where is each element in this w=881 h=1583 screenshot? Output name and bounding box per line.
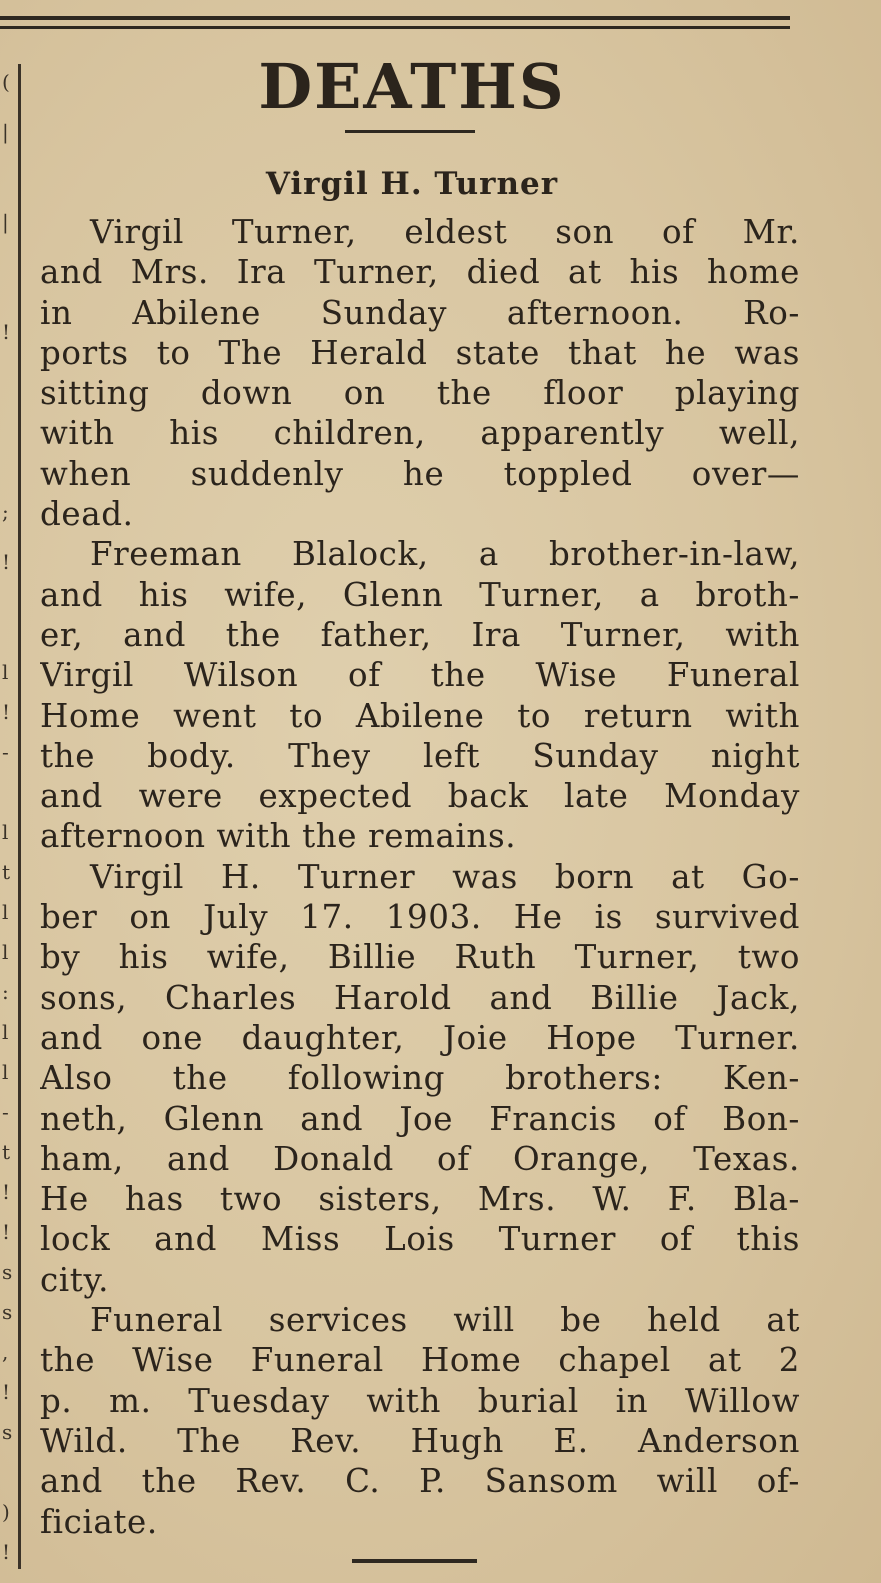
body-line: Home went to Abilene to return with <box>40 696 800 735</box>
body-line: the body. They left Sunday night <box>40 736 800 775</box>
heading-underline <box>345 130 475 133</box>
column-rule <box>18 64 21 1569</box>
body-line: dead. <box>40 495 134 534</box>
edge-mark: ! <box>2 700 11 724</box>
edge-mark: ! <box>2 1220 11 1244</box>
body-line: and the Rev. C. P. Sansom will of- <box>40 1462 800 1501</box>
edge-mark: t <box>2 860 11 884</box>
body-line: and Mrs. Ira Turner, died at his home <box>40 253 800 292</box>
section-title: DEATHS <box>258 50 566 123</box>
article-body <box>40 212 800 1542</box>
body-line: Freeman Blalock, a brother-in-law, <box>90 535 800 574</box>
body-line: lock and Miss Lois Turner of this <box>40 1220 800 1259</box>
edge-mark: l <box>2 940 9 964</box>
edge-mark: t <box>2 1140 11 1164</box>
bottom-rule <box>352 1559 477 1563</box>
body-line: the Wise Funeral Home chapel at 2 <box>40 1341 800 1380</box>
edge-mark: l <box>2 900 9 924</box>
edge-mark: ) <box>2 1500 10 1524</box>
edge-mark: - <box>2 1100 9 1124</box>
body-line: Virgil H. Turner was born at Go- <box>90 857 800 896</box>
body-line: er, and the father, Ira Turner, with <box>40 615 800 654</box>
edge-mark: s <box>2 1300 13 1324</box>
body-line: Wild. The Rev. Hugh E. Anderson <box>40 1421 800 1460</box>
body-line: with his children, apparently well, <box>40 414 800 453</box>
body-line: by his wife, Billie Ruth Turner, two <box>40 938 800 977</box>
edge-mark: l <box>2 1020 9 1044</box>
edge-mark: l <box>2 820 9 844</box>
edge-mark: ! <box>2 1380 11 1404</box>
body-line: and one daughter, Joie Hope Turner. <box>40 1018 800 1057</box>
edge-mark: ! <box>2 550 11 574</box>
edge-mark: ! <box>2 320 11 344</box>
body-line: ports to The Herald state that he was <box>40 333 800 372</box>
body-line: Also the following brothers: Ken- <box>40 1059 800 1098</box>
body-line: in Abilene Sunday afternoon. Ro- <box>40 293 800 332</box>
article-title: Virgil H. Turner <box>265 166 559 202</box>
edge-mark: s <box>2 1260 13 1284</box>
edge-mark: ! <box>2 1540 11 1564</box>
body-line: afternoon with the remains. <box>40 817 517 856</box>
edge-mark: ( <box>2 70 10 94</box>
body-line: Virgil Wilson of the Wise Funeral <box>40 656 800 695</box>
top-rule-secondary <box>0 26 790 29</box>
left-column-edge <box>0 60 14 1575</box>
body-line: ficiate. <box>40 1502 158 1541</box>
body-line: ber on July 17. 1903. He is survived <box>40 898 800 937</box>
edge-mark: ; <box>2 500 9 524</box>
top-rule <box>0 16 790 20</box>
edge-mark: ! <box>2 1180 11 1204</box>
body-line: Funeral services will be held at <box>90 1301 800 1340</box>
edge-mark: s <box>2 1420 13 1444</box>
body-line: p. m. Tuesday with burial in Willow <box>40 1381 800 1420</box>
edge-mark: | <box>2 210 9 234</box>
body-line: sons, Charles Harold and Billie Jack, <box>40 978 800 1017</box>
edge-mark: , <box>2 1340 9 1364</box>
edge-mark: l <box>2 1060 9 1084</box>
body-line: Virgil Turner, eldest son of Mr. <box>90 213 800 251</box>
body-line: city. <box>40 1260 110 1299</box>
edge-mark: - <box>2 740 9 764</box>
edge-mark: : <box>2 980 9 1004</box>
edge-mark: l <box>2 660 9 684</box>
body-line: ham, and Donald of Orange, Texas. <box>40 1139 800 1178</box>
body-line: when suddenly he toppled over— <box>40 454 800 493</box>
body-line: and his wife, Glenn Turner, a broth- <box>40 575 800 614</box>
edge-mark: | <box>2 120 9 144</box>
body-line: sitting down on the floor playing <box>40 374 800 413</box>
body-line: and were expected back late Monday <box>40 777 800 816</box>
body-line: He has two sisters, Mrs. W. F. Bla- <box>40 1180 800 1219</box>
body-line: neth, Glenn and Joe Francis of Bon- <box>40 1099 800 1138</box>
